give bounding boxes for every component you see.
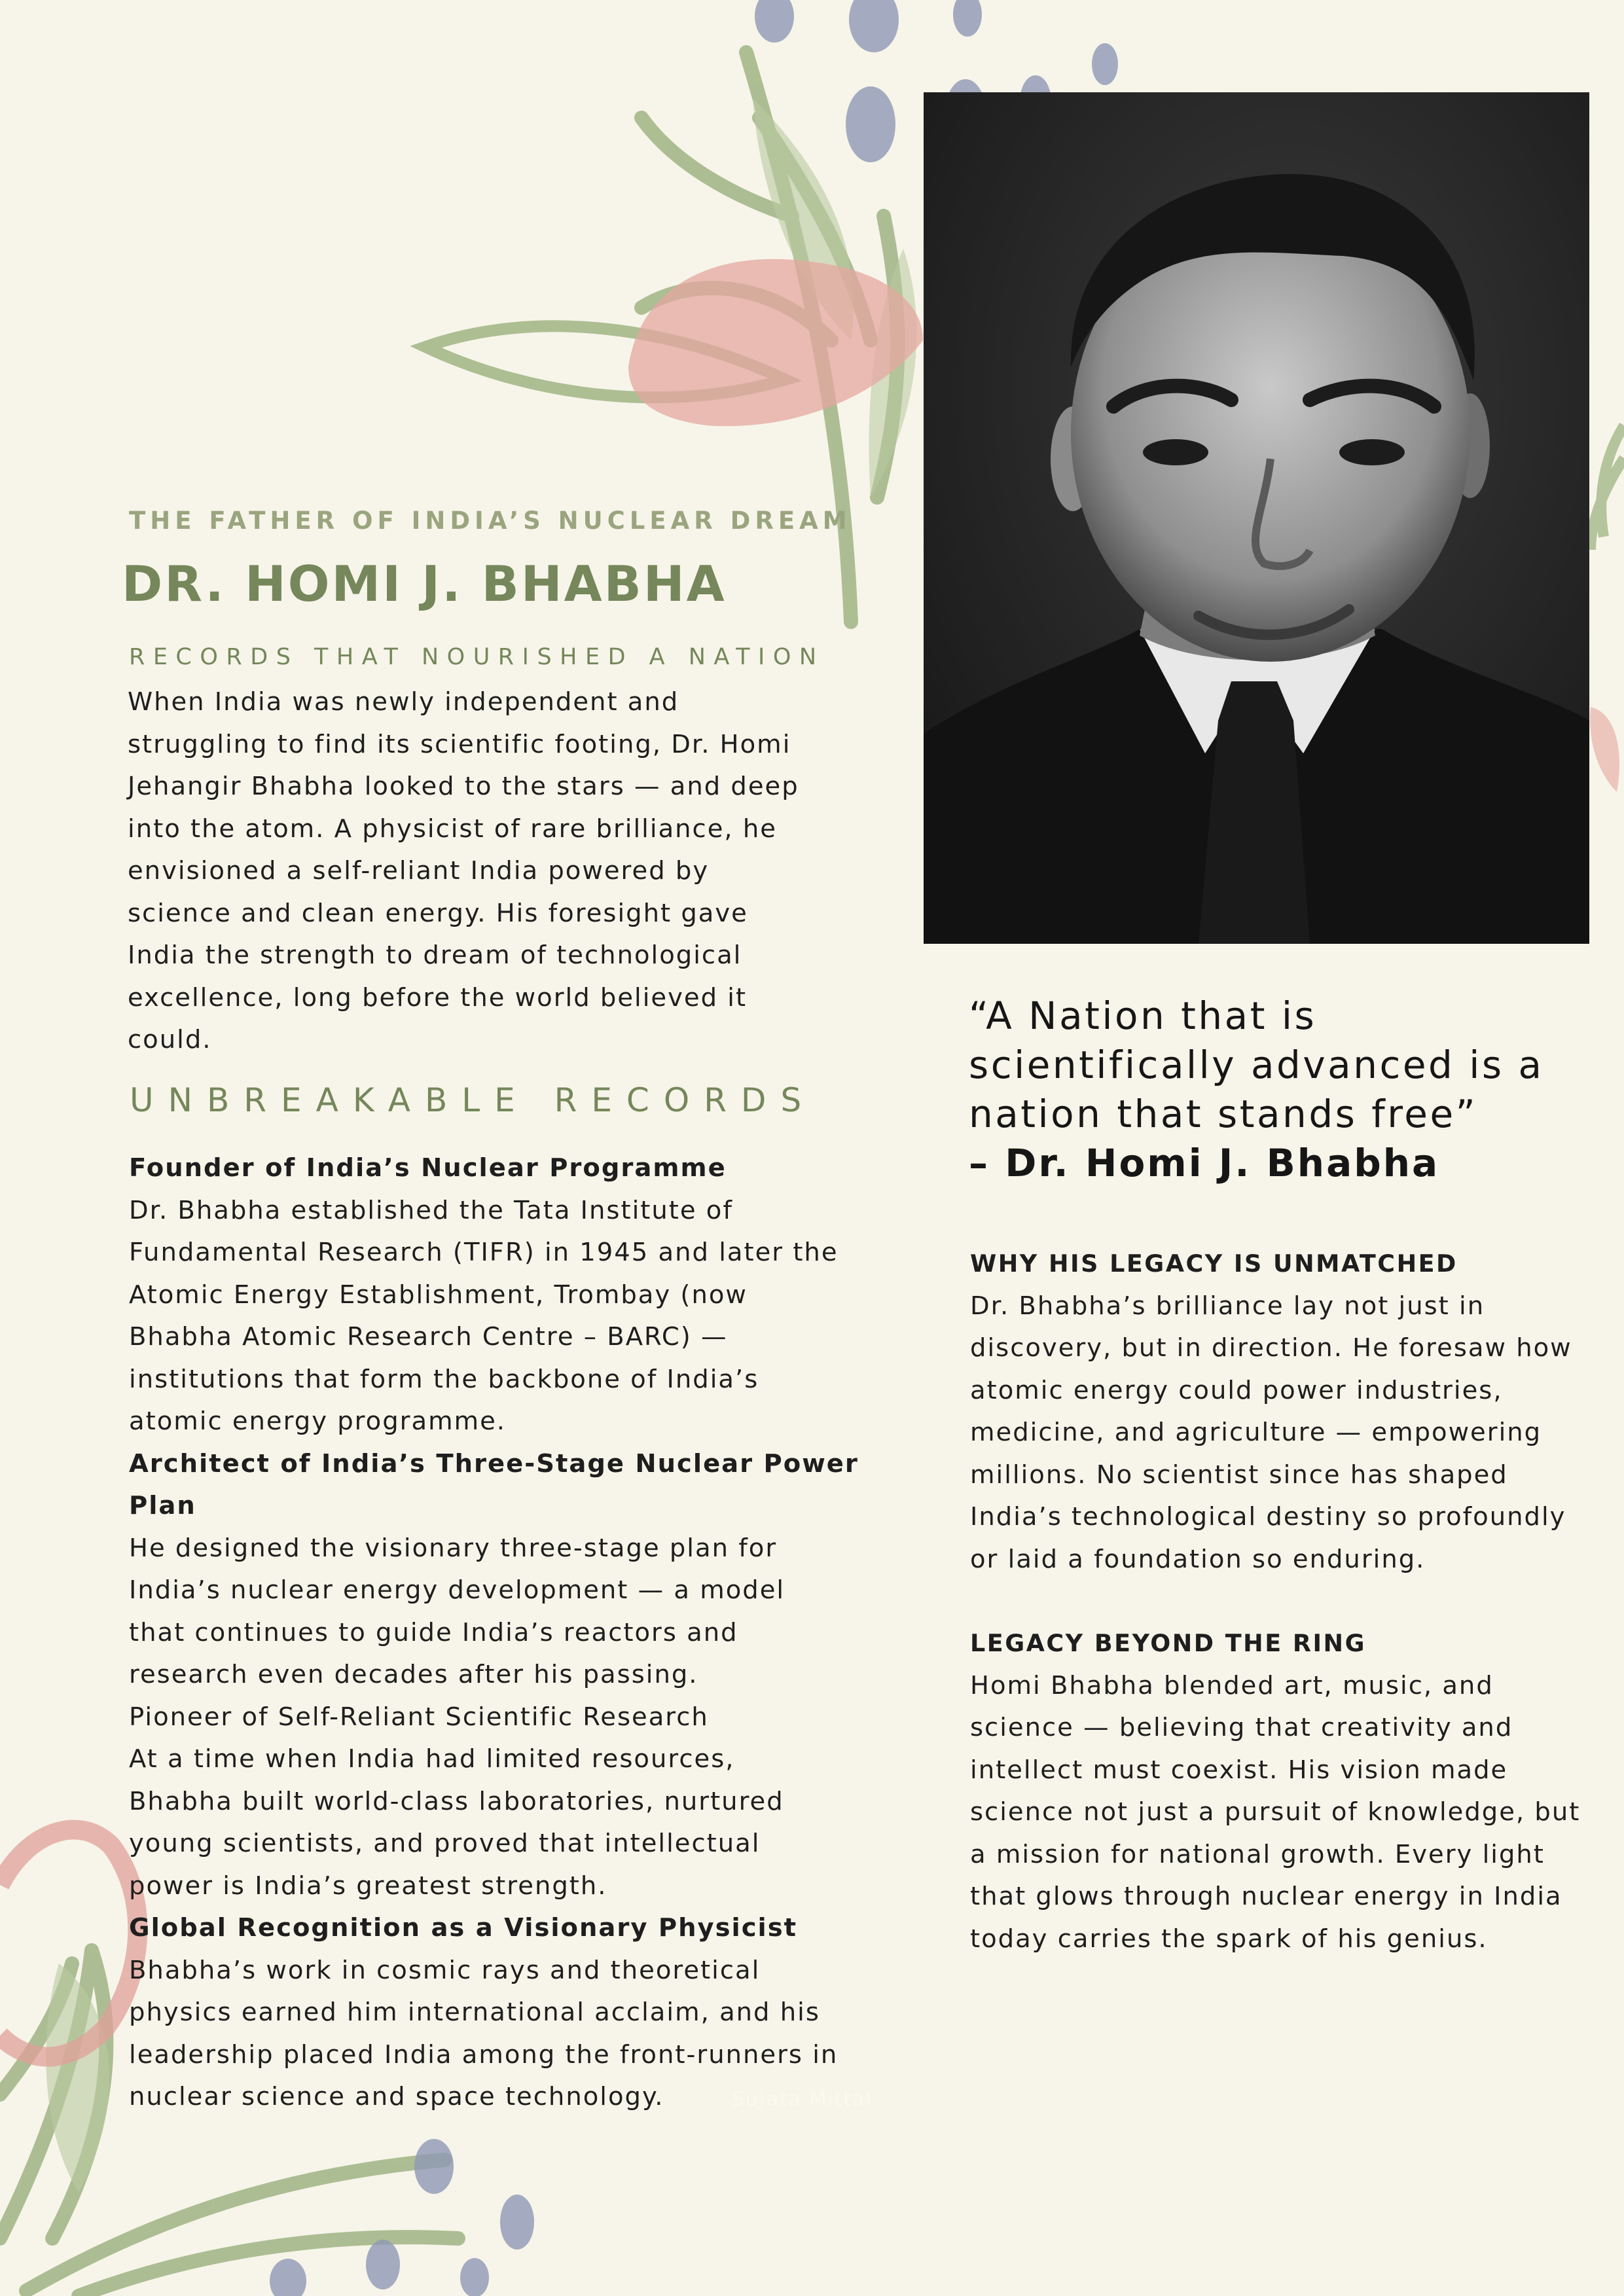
quote-line: “A Nation that is	[969, 994, 1317, 1038]
legacy-heading: LEGACY BEYOND THE RING	[970, 1629, 1367, 1657]
record-title: Founder of India’s Nuclear Programme	[129, 1153, 727, 1183]
page-title: DR. HOMI J. BHABHA	[122, 555, 727, 613]
record-body-line: institutions that form the backbone of India’s	[129, 1364, 759, 1394]
why-section	[970, 1243, 1598, 1581]
record-body-line: physics earned him international acclaim, and his	[129, 1998, 820, 2027]
why-line: atomic energy could power industries,	[970, 1375, 1503, 1405]
featured-quote	[969, 992, 1617, 1188]
records-heading: UNBREAKABLE RECORDS	[130, 1081, 816, 1119]
why-heading: WHY HIS LEGACY IS UNMATCHED	[970, 1249, 1458, 1278]
why-line: millions. No scientist since has shaped	[970, 1460, 1508, 1490]
record-body-line: Bhabha’s work in cosmic rays and theoretical	[129, 1955, 761, 1985]
record-title: Pioneer of Self-Reliant Scientific Research	[129, 1702, 709, 1732]
why-line: or laid a foundation so enduring.	[970, 1544, 1426, 1574]
why-line: discovery, but in direction. He foresaw how	[970, 1333, 1572, 1363]
intro-paragraph	[128, 681, 926, 1062]
record-title: Architect of India’s Three-Stage Nuclear Power	[129, 1448, 859, 1479]
intro-subtitle: RECORDS THAT NOURISHED A NATION	[129, 644, 825, 670]
record-body-line: leadership placed India among the front-runners in	[129, 2039, 839, 2070]
legacy-line: science not just a pursuit of knowledge, but	[970, 1797, 1581, 1827]
intro-line: Jehangir Bhabha looked to the stars — and deep	[128, 772, 799, 801]
legacy-line: intellect must coexist. His vision made	[970, 1755, 1508, 1785]
legacy-line: that glows through nuclear energy in India	[970, 1882, 1562, 1911]
legacy-line: science — believing that creativity and	[970, 1713, 1513, 1742]
quote-author: – Dr. Homi J. Bhabha	[969, 1141, 1440, 1185]
intro-line: India the strength to dream of technological	[128, 941, 742, 970]
record-title: Plan	[129, 1491, 196, 1520]
record-body-line: He designed the visionary three-stage plan for	[129, 1533, 778, 1563]
record-body-line: Dr. Bhabha established the Tata Institute of	[129, 1195, 733, 1225]
quote-line: scientifically advanced is a	[969, 1043, 1544, 1087]
intro-line: envisioned a self-reliant India powered by	[128, 856, 710, 886]
intro-line: struggling to find its scientific footing, Dr. Homi	[128, 729, 791, 759]
record-body-line: power is India’s greatest strength.	[129, 1871, 607, 1901]
quote-line: nation that stands free”	[969, 1092, 1478, 1136]
intro-line: excellence, long before the world believed it	[128, 982, 748, 1013]
record-body-line: Bhabha built world-class laboratories, nurtured	[129, 1786, 784, 1816]
record-body-line: Bhabha Atomic Research Centre – BARC) —	[129, 1322, 728, 1352]
record-body-line: young scientists, and proved that intellectual	[129, 1829, 761, 1858]
record-body-line: atomic energy programme.	[129, 1407, 507, 1436]
record-body-line: Fundamental Research (TIFR) in 1945 and later the	[129, 1238, 839, 1267]
intro-line: into the atom. A physicist of rare brilliance, he	[128, 814, 777, 844]
record-body-line: research even decades after his passing.	[129, 1660, 698, 1689]
page-kicker: THE FATHER OF INDIA’S NUCLEAR DREAM	[129, 507, 852, 535]
why-line: India’s technological destiny so profoundly	[970, 1502, 1566, 1532]
legacy-section	[970, 1623, 1598, 1960]
record-body-line: nuclear science and space technology.	[129, 2082, 664, 2111]
records-list	[129, 1147, 947, 2119]
legacy-line: Homi Bhabha blended art, music, and	[970, 1670, 1494, 1700]
record-body-line: India’s nuclear energy development — a model	[129, 1575, 785, 1605]
watermark: Sujata Mittal	[732, 2088, 873, 2111]
record-title: Global Recognition as a Visionary Physicist	[129, 1913, 798, 1943]
legacy-line: today carries the spark of his genius.	[970, 1924, 1488, 1954]
why-line: Dr. Bhabha’s brilliance lay not just in	[970, 1291, 1485, 1321]
record-body-line: Atomic Energy Establishment, Trombay (now	[129, 1280, 748, 1310]
intro-line: science and clean energy. His foresight gave	[128, 898, 748, 928]
intro-line: When India was newly independent and	[128, 687, 679, 717]
portrait-photo	[924, 92, 1589, 944]
legacy-line: a mission for national growth. Every light	[970, 1839, 1545, 1869]
record-body-line: At a time when India had limited resources,	[129, 1744, 735, 1774]
record-body-line: that continues to guide India’s reactors and	[129, 1617, 738, 1647]
intro-line: could.	[128, 1025, 212, 1054]
why-line: medicine, and agriculture — empowering	[970, 1418, 1542, 1447]
